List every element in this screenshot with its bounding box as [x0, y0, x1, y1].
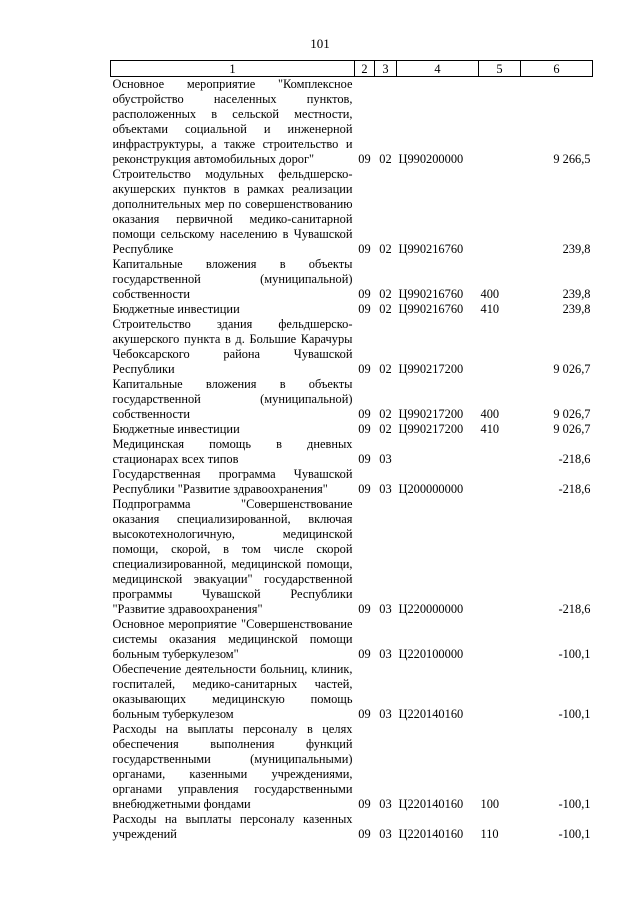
row-subsection-code: 02	[379, 362, 392, 376]
row-target-article: Ц220140160	[398, 707, 464, 721]
header-col-6: 6	[521, 61, 593, 77]
row-amount: 239,8	[562, 287, 591, 301]
row-section-code: 09	[358, 152, 371, 166]
row-amount: 9 026,7	[553, 407, 591, 421]
header-col-2: 2	[355, 61, 375, 77]
row-amount: -100,1	[558, 827, 591, 841]
row-name: Основное мероприятие "Совершенствование системы оказания медицинской помощи больным туберкулезом"	[112, 617, 353, 661]
table-row	[111, 617, 593, 662]
table-row	[111, 437, 593, 467]
row-subsection-code: 02	[379, 407, 392, 421]
row-expense-type: 410	[480, 302, 500, 316]
row-subsection-code: 03	[379, 827, 392, 841]
row-section-code: 09	[358, 362, 371, 376]
table-header	[111, 61, 593, 77]
page-number: 101	[310, 36, 330, 51]
row-section-code: 09	[358, 482, 371, 496]
row-section-code: 09	[358, 302, 371, 316]
row-expense-type: 400	[480, 407, 500, 421]
header-col-4: 4	[397, 61, 479, 77]
row-section-code: 09	[358, 407, 371, 421]
row-amount: 239,8	[562, 302, 591, 316]
table-row	[111, 722, 593, 812]
header-col-5: 5	[479, 61, 521, 77]
row-name: Медицинская помощь в дневных стационарах всех типов	[112, 437, 353, 466]
header-col-1: 1	[111, 61, 355, 77]
row-name: Капитальные вложения в объекты государственной (муниципальной) собственности	[112, 257, 353, 301]
row-subsection-code: 02	[379, 422, 392, 436]
table-row	[111, 422, 593, 437]
row-expense-type: 400	[480, 287, 500, 301]
row-name: Обеспечение деятельности больниц, клиник, госпиталей, медико-санитарных частей, оказывающих медицинскую помощь больным туберкулезом	[112, 662, 353, 721]
row-target-article: Ц220140160	[398, 797, 464, 811]
row-expense-type	[479, 317, 521, 377]
row-name: Расходы на выплаты персоналу в целях обеспечения выполнения функций государственными (муниципальными) органами, казенными учреждениями, органами управления государственными внебюджетными фондами	[112, 722, 353, 811]
row-section-code: 09	[358, 827, 371, 841]
row-name: Основное мероприятие "Комплексное обустройство населенных пунктов, расположенных в сельской местности, объектами социальной и инженерной инфраструктуры, а также строительство и реконструкция автомобильных дорог"	[112, 77, 353, 166]
row-expense-type	[479, 437, 521, 467]
budget-table	[110, 60, 593, 842]
row-name: Строительство модульных фельдшерско-акушерских пунктов в рамках реализации дополнительных мер по совершенствованию оказания первичной медико-санитарной помощи сельскому населению в Чувашской Республике	[112, 167, 353, 256]
row-target-article: Ц990217200	[398, 407, 464, 421]
row-expense-type	[479, 662, 521, 722]
row-amount: -218,6	[558, 452, 591, 466]
row-name: Подпрограмма "Совершенствование оказания специализированной, включая высокотехнологичную, медицинской помощи, скорой, в том числе скорой специализированной, медицинской помощи, медицинской эвакуации" государственной программы Чувашской Республики "Развитие здравоохранения"	[112, 497, 353, 616]
row-amount: 9 266,5	[553, 152, 591, 166]
row-amount: -100,1	[558, 707, 591, 721]
row-target-article: Ц200000000	[398, 482, 464, 496]
row-subsection-code: 03	[379, 707, 392, 721]
row-name: Бюджетные инвестиции	[112, 302, 240, 316]
row-target-article: Ц990216760	[398, 302, 464, 316]
row-subsection-code: 02	[379, 152, 392, 166]
row-section-code: 09	[358, 422, 371, 436]
row-amount: 9 026,7	[553, 422, 591, 436]
row-expense-type	[479, 77, 521, 168]
table-row	[111, 302, 593, 317]
header-col-3: 3	[375, 61, 397, 77]
row-subsection-code: 02	[379, 302, 392, 316]
row-section-code: 09	[358, 647, 371, 661]
row-amount: 9 026,7	[553, 362, 591, 376]
row-name: Бюджетные инвестиции	[112, 422, 240, 436]
row-section-code: 09	[358, 602, 371, 616]
row-amount: 239,8	[562, 242, 591, 256]
row-expense-type	[479, 167, 521, 257]
table-body	[111, 77, 593, 843]
row-subsection-code: 03	[379, 482, 392, 496]
header-row	[111, 61, 593, 77]
row-name: Расходы на выплаты персоналу казенных учреждений	[112, 812, 353, 841]
table-row	[111, 662, 593, 722]
row-target-article: Ц990216760	[398, 287, 464, 301]
row-target-article: Ц990217200	[398, 362, 464, 376]
row-amount: -100,1	[558, 647, 591, 661]
row-name: Государственная программа Чувашской Республики "Развитие здравоохранения"	[112, 467, 353, 496]
row-subsection-code: 03	[379, 452, 392, 466]
row-section-code: 09	[358, 242, 371, 256]
row-target-article: Ц990217200	[398, 422, 464, 436]
row-subsection-code: 02	[379, 287, 392, 301]
row-expense-type: 410	[480, 422, 500, 436]
row-subsection-code: 02	[379, 242, 392, 256]
table-row	[111, 377, 593, 422]
row-subsection-code: 03	[379, 797, 392, 811]
row-target-article	[397, 437, 479, 467]
row-target-article: Ц990216760	[398, 242, 464, 256]
table-row	[111, 77, 593, 168]
row-section-code: 09	[358, 452, 371, 466]
row-amount: -100,1	[558, 797, 591, 811]
table-row	[111, 167, 593, 257]
row-subsection-code: 03	[379, 602, 392, 616]
row-name: Капитальные вложения в объекты государственной (муниципальной) собственности	[112, 377, 353, 421]
row-target-article: Ц220000000	[398, 602, 464, 616]
table-row	[111, 317, 593, 377]
row-expense-type	[479, 617, 521, 662]
row-amount: -218,6	[558, 482, 591, 496]
row-section-code: 09	[358, 797, 371, 811]
row-amount: -218,6	[558, 602, 591, 616]
row-target-article: Ц220100000	[398, 647, 464, 661]
row-section-code: 09	[358, 287, 371, 301]
table-row	[111, 812, 593, 842]
row-subsection-code: 03	[379, 647, 392, 661]
table-row	[111, 257, 593, 302]
row-expense-type: 110	[480, 827, 499, 841]
row-target-article: Ц990200000	[398, 152, 464, 166]
row-target-article: Ц220140160	[398, 827, 464, 841]
row-expense-type: 100	[480, 797, 500, 811]
row-expense-type	[479, 467, 521, 497]
table-row	[111, 497, 593, 617]
table-row	[111, 467, 593, 497]
row-section-code: 09	[358, 707, 371, 721]
row-name: Строительство здания фельдшерско-акушерского пункта в д. Большие Карачуры Чебоксарского района Чувашской Республики	[112, 317, 353, 376]
row-expense-type	[479, 497, 521, 617]
